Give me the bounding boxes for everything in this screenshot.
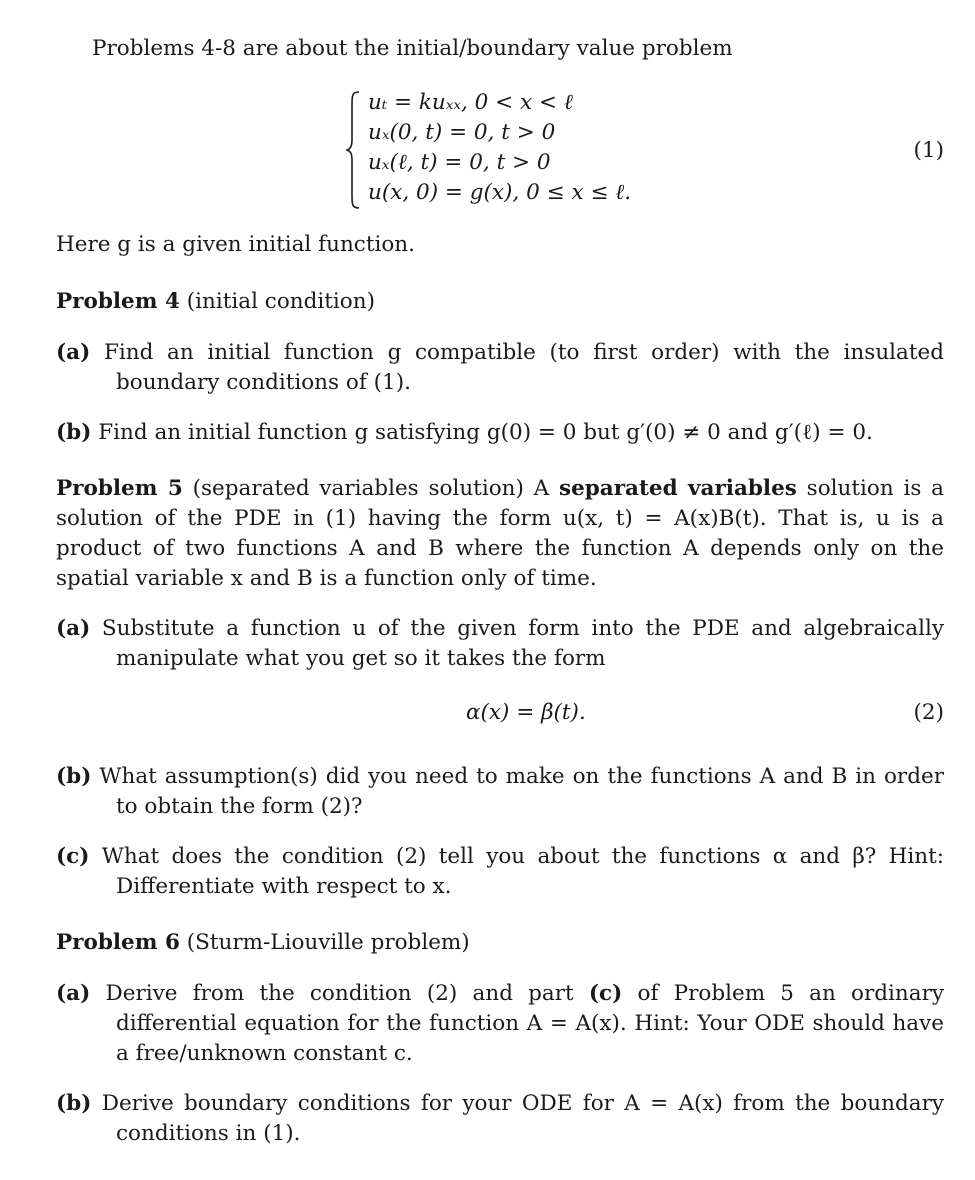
part-text: Derive from the condition (2) and part <box>105 981 574 1006</box>
here-text: Here g is a given initial function. <box>56 232 415 257</box>
problem6-part-b <box>56 1089 944 1149</box>
part-text: What assumption(s) did you need to make on the functions A and B in order to obtain the form (2)? <box>99 764 944 819</box>
problem4-title: (initial condition) <box>186 289 375 314</box>
problem5-label: Problem 5 <box>56 476 183 501</box>
problem6-part-a <box>56 979 944 1069</box>
part-text: Find an initial function g satisfying g(0) = 0 but g′(0) ≠ 0 and g′(ℓ) = 0. <box>98 420 873 445</box>
pde-system <box>346 90 666 212</box>
part-bold-ref: (c) <box>588 981 623 1006</box>
system-row <box>368 178 631 208</box>
system-row <box>368 88 573 118</box>
part-label: (b) <box>56 764 92 789</box>
system-condition: t > 0 <box>501 120 556 145</box>
problem4-heading <box>56 287 944 317</box>
problem5-part-a <box>56 614 944 674</box>
system-equation: uₜ = kuₓₓ, <box>368 90 468 115</box>
part-label: (c) <box>56 844 90 869</box>
part-text: Find an initial function g compatible (to first order) with the insulated boundary conditions of (1). <box>103 340 944 395</box>
problem6-heading <box>56 928 944 958</box>
part-label: (a) <box>56 616 91 641</box>
system-condition: 0 ≤ x ≤ ℓ. <box>526 180 632 205</box>
part-label: (b) <box>56 1091 92 1116</box>
part-text: Derive boundary conditions for your ODE for A = A(x) from the boundary conditions in (1). <box>101 1091 944 1146</box>
equation-number-1: (1) <box>913 138 944 163</box>
system-equation: uₓ(ℓ, t) = 0, <box>368 150 490 175</box>
equation-2 <box>466 698 586 728</box>
intro-text: Problems 4-8 are about the initial/boundary value problem <box>92 36 733 61</box>
system-equation: u(x, 0) = g(x), <box>368 180 520 205</box>
system-row <box>368 148 551 178</box>
left-brace-icon <box>346 90 360 210</box>
system-condition: t > 0 <box>496 150 551 175</box>
problem5-part-c <box>56 842 944 902</box>
problem5-paragraph <box>56 474 944 594</box>
problem4-part-b <box>56 418 944 448</box>
part-text: Substitute a function u of the given form into the PDE and algebraically manipulate what you get so it takes the form <box>101 616 944 671</box>
problem5-body-rest: solution is a solution of the PDE in (1) having the form u(x, t) = A(x)B(t). That is, u is a product of two functions A and B where the function A depends only on the spatial variable x and B is a function only of time. <box>56 476 944 591</box>
system-condition: 0 < x < ℓ <box>474 90 573 115</box>
problem6-title: (Sturm-Liouville problem) <box>186 930 470 955</box>
equation-number-2: (2) <box>913 700 944 725</box>
problem5-title: (separated variables solution) <box>192 476 524 501</box>
problem6-label: Problem 6 <box>56 930 180 955</box>
problem4-part-a <box>56 338 944 398</box>
part-label: (a) <box>56 340 91 365</box>
part-text-cont: of Problem 5 an ordinary differential equation for the function A = A(x). Hint: Your ODE should have a free/unknown constant c. <box>116 981 944 1066</box>
system-equation: uₓ(0, t) = 0, <box>368 120 495 145</box>
system-row <box>368 118 555 148</box>
problem5-bold-term: separated variables <box>558 476 797 501</box>
problem4-label: Problem 4 <box>56 289 180 314</box>
part-text: What does the condition (2) tell you about the functions α and β? Hint: Differentiate with respect to x. <box>101 844 944 899</box>
part-label: (a) <box>56 981 91 1006</box>
part-label: (b) <box>56 420 92 445</box>
problem5-part-b <box>56 762 944 822</box>
equation-2-text: α(x) = β(t). <box>466 700 586 725</box>
problem5-body-start: A <box>533 476 550 501</box>
